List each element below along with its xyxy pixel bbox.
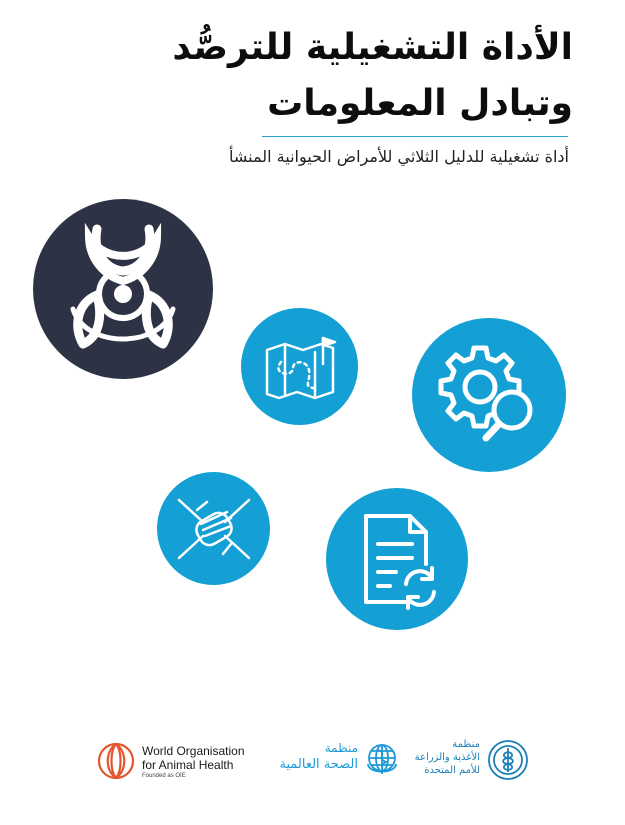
document-title-line-1: الأداة التشغيلية للترصُّد: [172, 27, 573, 68]
gear-search-icon: [412, 318, 566, 472]
document-refresh-icon: [326, 488, 468, 630]
gear-search-circle: [412, 318, 566, 472]
title-divider: [262, 136, 568, 137]
map-route-circle: [241, 308, 358, 425]
woah-founded-note: Founded as OIE: [142, 773, 186, 779]
biohazard-icon: [33, 199, 213, 379]
joined-hands-icon: [157, 472, 270, 585]
fao-name-line-1: منظمة: [452, 739, 480, 750]
woah-name-line-2: for Animal Health: [142, 758, 234, 772]
fao-emblem-icon: [486, 738, 530, 782]
who-emblem-icon: [362, 740, 402, 780]
fao-name-line-2: الأغذية والزراعة: [414, 752, 480, 763]
fao-logo: [414, 738, 530, 782]
who-name-line-1: منظمة: [324, 741, 358, 755]
biohazard-circle: [33, 199, 213, 379]
woah-name-line-1: World Organisation: [142, 744, 245, 758]
who-logo: [262, 738, 402, 782]
map-route-icon: [241, 308, 358, 425]
document-title-line-2: وتبادل المعلومات: [267, 83, 573, 124]
woah-emblem-icon: [96, 741, 136, 781]
joined-hands-circle: [157, 472, 270, 585]
document-subtitle: أداة تشغيلية للدليل الثلاثي للأمراض الحيوانية المنشأ: [229, 147, 569, 166]
who-name-line-2: الصحة العالمية: [279, 757, 358, 772]
woah-logo: [96, 741, 246, 781]
document-refresh-circle: [326, 488, 468, 630]
fao-name-line-3: للأمم المتحدة: [424, 765, 480, 776]
